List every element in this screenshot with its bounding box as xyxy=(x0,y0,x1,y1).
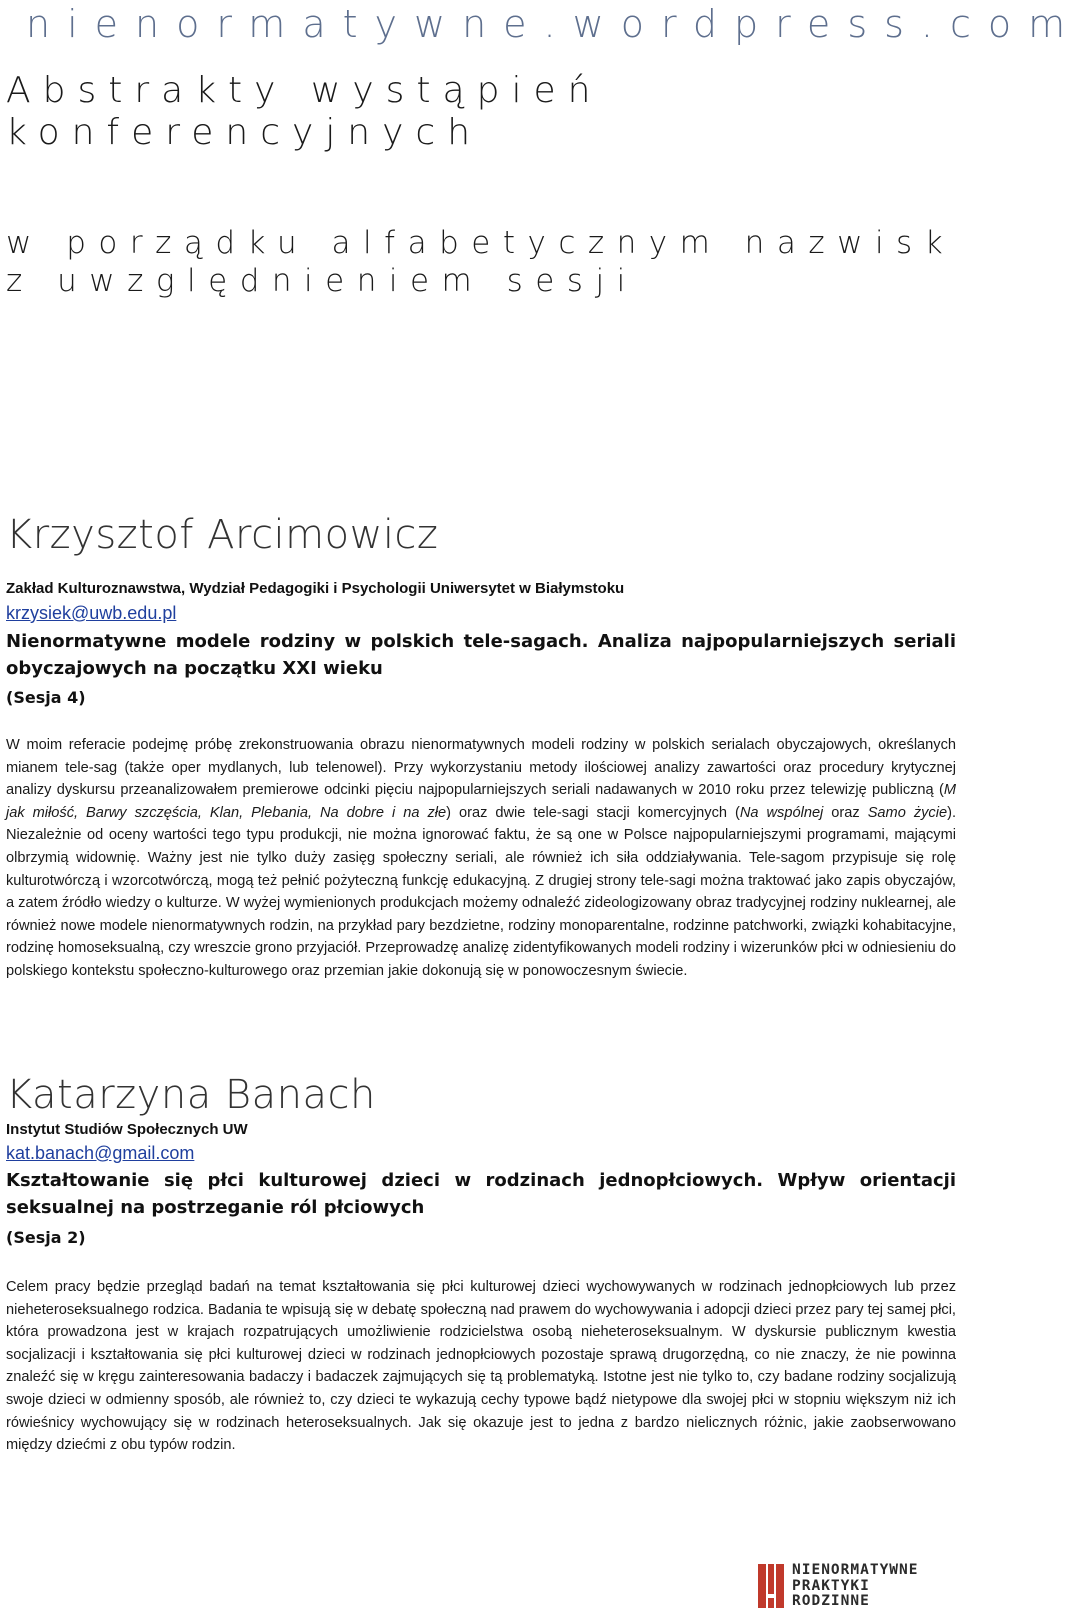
author-affiliation: Zakład Kulturoznawstwa, Wydział Pedagogiki i Psychologii Uniwersytet w Białymstoku xyxy=(6,580,625,597)
logo-line-2: PRAKTYKI xyxy=(792,1577,870,1594)
logo-line-3: RODZINNE xyxy=(792,1593,870,1609)
talk-title: Kształtowanie się płci kulturowej dzieci w rodzinach jednopłciowych. Wpływ orientacji seksualnej na postrzeganie ról płciowych xyxy=(6,1170,956,1218)
author-email-link[interactable]: krzysiek@uwb.edu.pl xyxy=(6,603,177,623)
title-line-2: konferencyjnych xyxy=(6,112,483,153)
author-email-link[interactable]: kat.banach@gmail.com xyxy=(6,1143,195,1163)
abstract-text: Celem pracy będzie przegląd badań na temat kształtowania się płci kulturowej dzieci wychowywanych w rodzinach jednopłciowych lub przez nieheteroseksualnego rodzica. Badania te wpisują się w debatę społeczną nad prawem do wychowywania i adopcji dzieci przez pary tej samej płci, która prowadzona jest w krajach rozpatrujących umożliwienie rodzicielstwa osobą nieheteroseksualnym. W dyskursie publicznym kwestia socjalizacji i kształtowania się płci kulturowej dzieci w rodzinach jednopłciowych pozostaje sprawą drugorzędną, co nie znaczy, że nie powinna znaleźć się w kręgu zainteresowania badaczy i badaczek zajmujących się tą problematyką. Istotne jest nie tylko to, czy badane rodziny socjalizują swoje dzieci w odmienny sposób, ale również to, czy dzieci te wykazują cechy typowe bądź nietypowe dla swojej płci w stopniu większym niż ich rówieśnicy wychowujący się w rodzinach heteroseksualnych. Jak się okazuje jest to jedna z bardzo nielicznych różnic, jakie zaobserwowano między dziećmi z obu typów rodzin. xyxy=(6,1279,956,1454)
logo-text xyxy=(792,1563,919,1610)
abstract-text: W moim referacie podejmę próbę zrekonstruowania obrazu nienormatywnych modeli rodziny w polskich serialach obyczajowych, określanych mianem tele-sag (także oper mydlanych, lub telenowel). Przy wykorzystaniu metody ilościowej analizy zawartości oraz procedury krytycznej analizy dyskursu przeanalizowałem premierowe odcinki pięciu najpopularniejszych seriali nadawanych w 2010 roku przez telewizję publiczną (M jak miłość, Barwy szczęścia, Klan, Plebania, Na dobre i na złe) oraz dwie tele-sagi stacji komercyjnych (Na wspólnej oraz Samo życie). Niezależnie od oceny wartości tego typu produkcji, nie można ignorować faktu, że są one w Polsce najpopularniejszymi programami, mającymi olbrzymią widownię. Ważny jest nie tylko duży zasięg społeczny seriali, ale również ich siła oddziaływania. Tele-sagom przypisuje się rolę kulturotwórczą i wzorcotwórczą, mogą też pełnić pożyteczną funkcję edukacyjną. Z drugiej strony tele-sagi można traktować jako zapis obyczajów, a zatem źródło wiedzy o kulturze. W wyżej wymienionych produkcjach możemy odnaleźć zideologizowany obraz tradycyjnej rodziny nuklearnej, ale również nowe modele nienormatywnych rodzin, na przykład pary bezdzietne, rodziny monoparentalne, rodzinne patchworki, związki kohabitacyjne, rodzinę homoseksualną, czy wreszcie grono przyjaciół. Przeprowadzę analizę zidentyfikowanych modeli rodziny i wizerunków płci w odniesieniu do polskiego kontekstu społeczno-kulturowego oraz przemian jakie dokonują się w ponowoczesnym świecie. xyxy=(6,737,956,979)
session-label: (Sesja 2) xyxy=(6,1228,86,1247)
subtitle-line-1: w porządku alfabetycznym nazwisk xyxy=(6,225,956,261)
title-line-1: Abstrakty wystąpień xyxy=(6,70,603,111)
session-label: (Sesja 4) xyxy=(6,688,86,707)
document-title xyxy=(6,70,602,154)
author-name: Katarzyna Banach xyxy=(6,1072,376,1118)
author-name: Krzysztof Arcimowicz xyxy=(6,512,439,558)
subtitle-line-2: z uwzględnieniem sesji xyxy=(6,263,638,299)
site-url[interactable]: nienormatywne.wordpress.com xyxy=(26,2,1082,46)
talk-title: Nienormatywne modele rodziny w polskich tele-sagach. Analiza najpopularniejszych seriali obyczajowych na początku XXI wieku xyxy=(6,631,956,679)
author-affiliation: Instytut Studiów Społecznych UW xyxy=(6,1121,248,1138)
logo-line-1: NIENORMATYWNE xyxy=(792,1562,919,1578)
project-logo xyxy=(758,1562,948,1612)
document-subtitle xyxy=(6,224,955,300)
